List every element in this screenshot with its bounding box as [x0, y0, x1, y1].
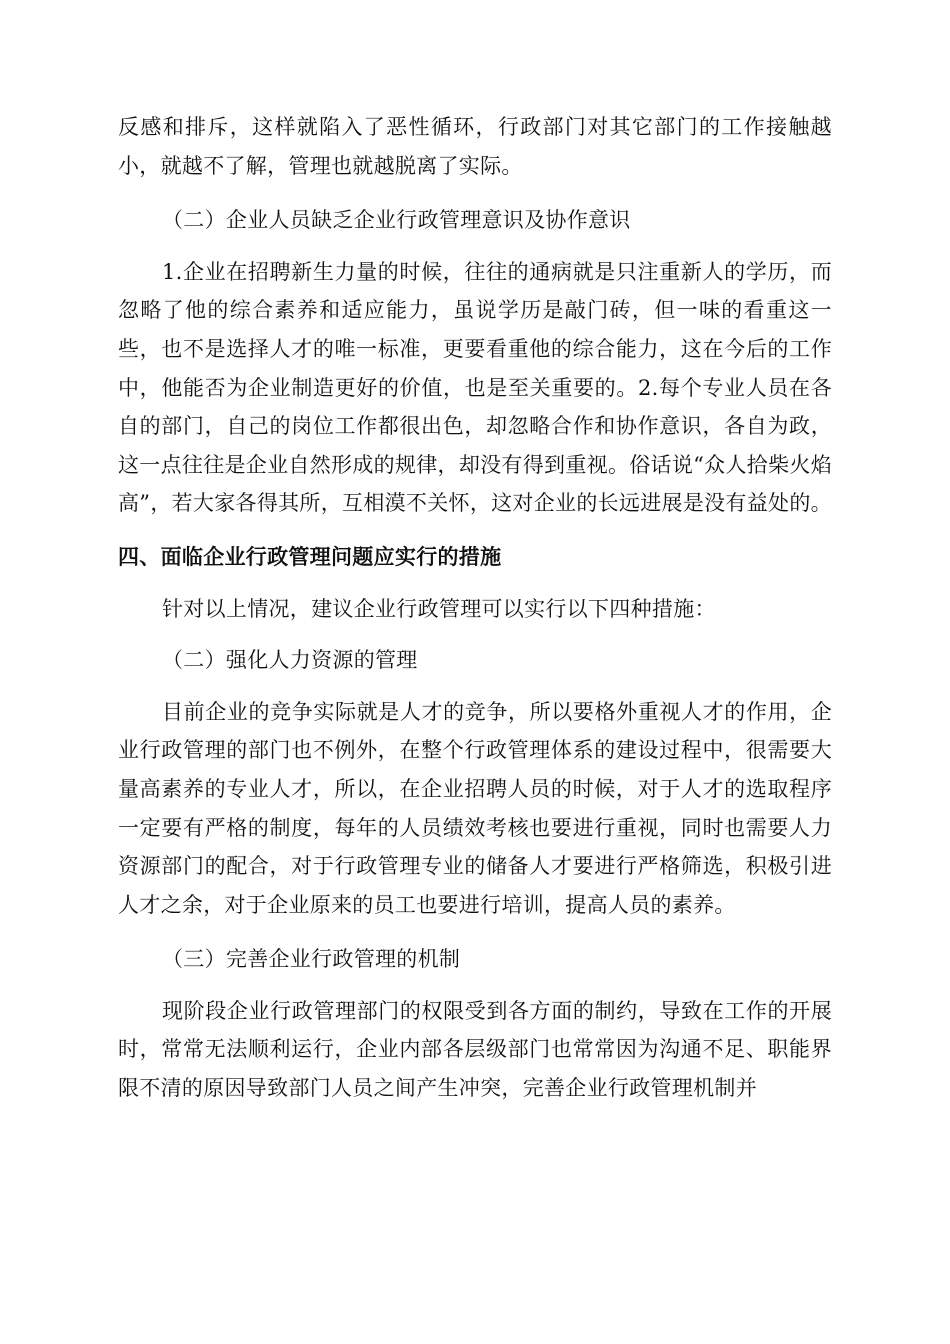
subheading-admin-mechanism: （三）完善企业行政管理的机制: [162, 947, 461, 972]
section-heading-measures: 四、面临企业行政管理问题应实行的措施: [118, 544, 502, 569]
paragraph-recruitment-issues: 1.企业在招聘新生力量的时候，往往的通病就是只注重新人的学历，而忽略了他的综合素养和适应能力，虽说学历是敲门砖，但一味的看重这一些，也不是选择人才的唯一标准，更要看重他的综合能力，这在今后的工作中，他能否为企业制造更好的价值，也是至关重要的。2.每个专业人员在各自的部门，自己的岗位工作都很出色，却忽略合作和协作意识，各自为政，这一点往往是企业自然形成的规律，却没有得到重视。俗话说“众人拾柴火焰高”，若大家各得其所，互相漠不关怀，这对企业的长远进展是没有益处的。: [118, 259, 832, 516]
paragraph-hr-management: 目前企业的竞争实际就是人才的竞争，所以要格外重视人才的作用，企业行政管理的部门也不例外，在整个行政管理体系的建设过程中，很需要大量高素养的专业人才，所以，在企业招聘人员的时候，对于人才的选取程序一定要有严格的制度，每年的人员绩效考核也要进行重视，同时也需要人力资源部门的配合，对于行政管理专业的储备人才要进行严格筛选，积极引进人才之余，对于企业原来的员工也要进行培训，提高人员的素养。: [118, 699, 832, 917]
subheading-lack-awareness: （二）企业人员缺乏企业行政管理意识及协作意识: [162, 208, 631, 233]
paragraph-measures-intro: 针对以上情况，建议企业行政管理可以实行以下四种措施：: [162, 596, 716, 621]
paragraph-continuation: 反感和排斥，这样就陷入了恶性循环，行政部门对其它部门的工作接触越小，就越不了解，管理也就越脱离了实际。: [118, 115, 832, 178]
paragraph-admin-mechanism: 现阶段企业行政管理部门的权限受到各方面的制约，导致在工作的开展时，常常无法顺利运行，企业内部各层级部门也常常因为沟通不足、职能界限不清的原因导致部门人员之间产生冲突，完善企业行政管理机制并: [118, 998, 832, 1101]
subheading-hr-management: （二）强化人力资源的管理: [162, 648, 418, 673]
document-body: [118, 108, 832, 1108]
